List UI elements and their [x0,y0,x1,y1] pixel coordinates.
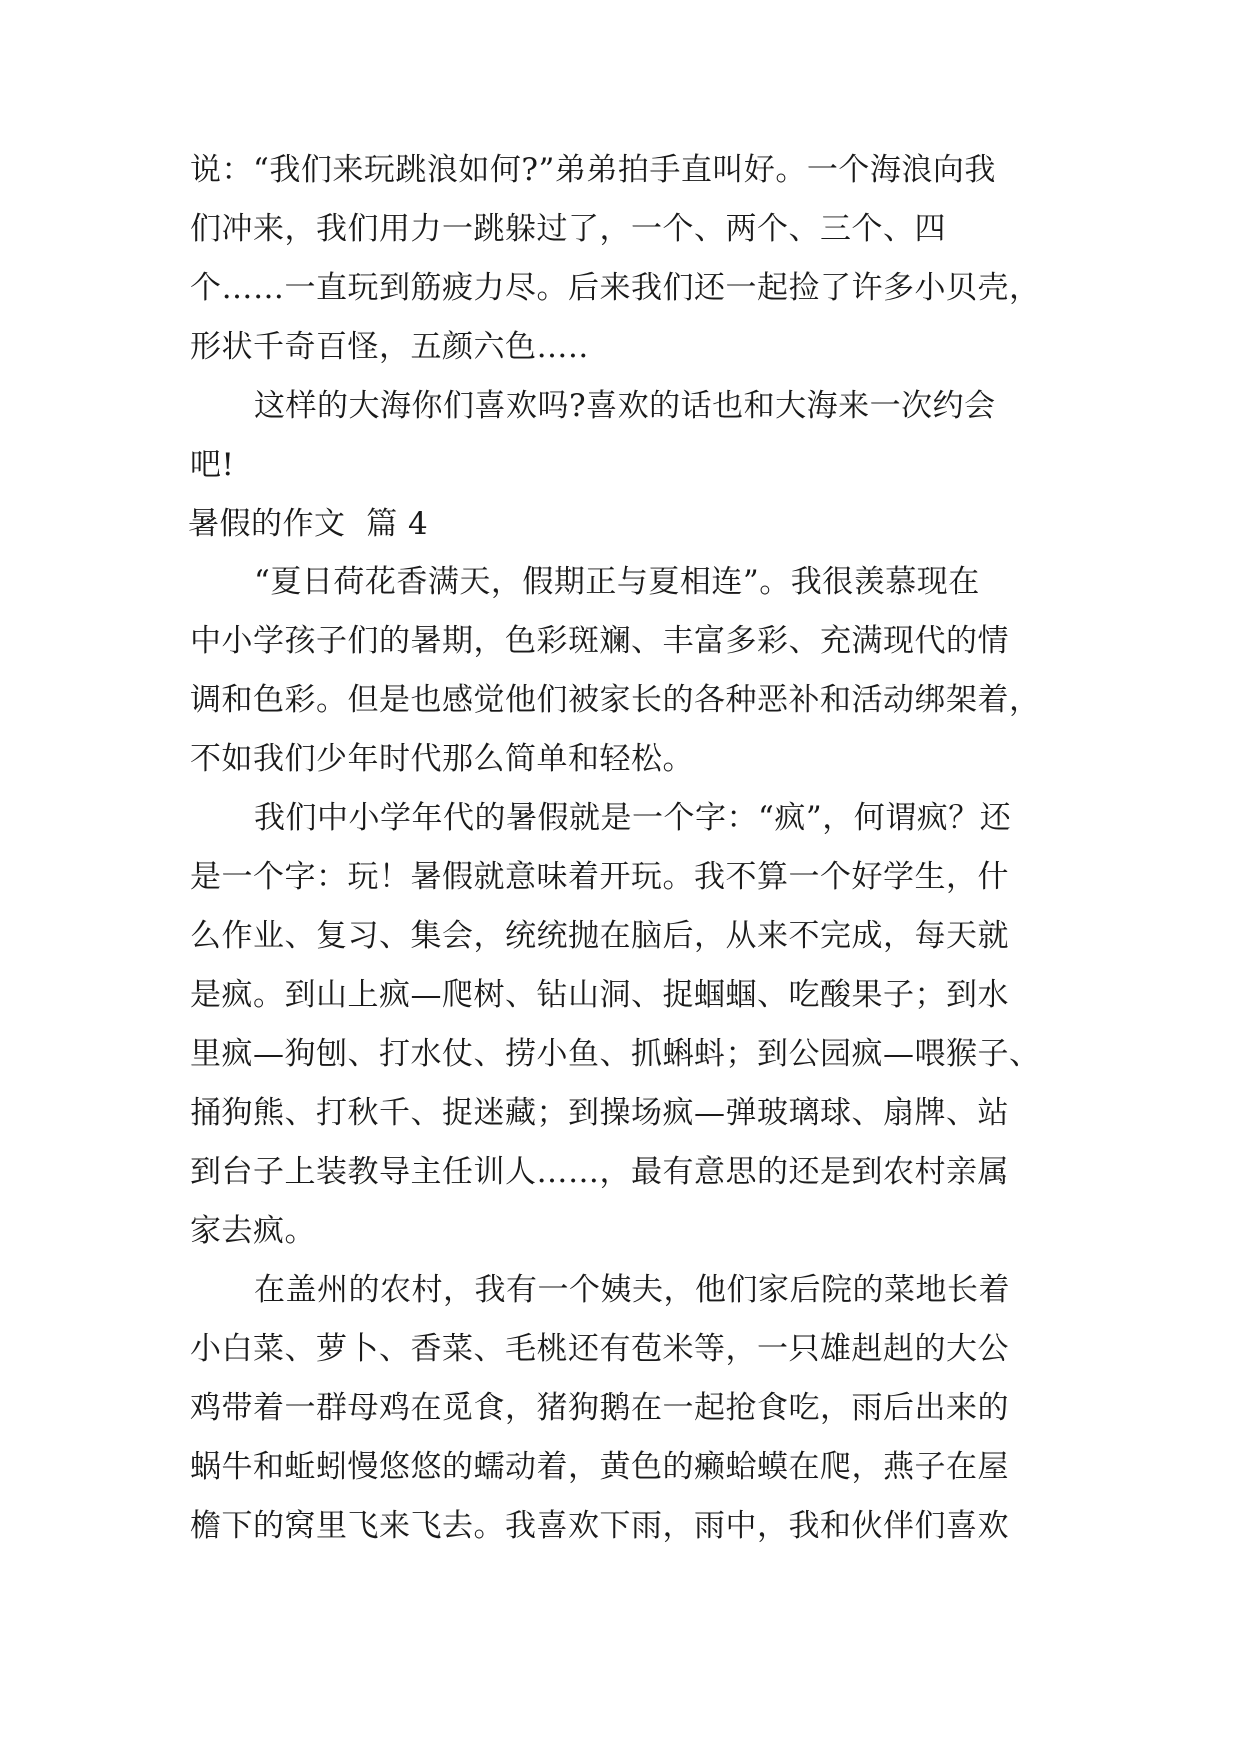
paragraph-line: 个……一直玩到筋疲力尽。后来我们还一起捡了许多小贝壳， [190,270,1041,306]
paragraph-line: 说：“我们来玩跳浪如何?”弟弟拍手直叫好。一个海浪向我 [190,152,996,188]
paragraph-line: 家去疯。 [190,1213,316,1249]
paragraph-line: 我们中小学年代的暑假就是一个字：“疯”，何谓疯？还 [254,800,1012,836]
paragraph-line: “夏日荷花香满天，假期正与夏相连”。我很羡慕现在 [254,564,980,600]
paragraph-line: 中小学孩子们的暑期，色彩斑斓、丰富多彩、充满现代的情 [190,623,1009,659]
paragraph-line: 在盖州的农村，我有一个姨夫，他们家后院的菜地长着 [254,1272,1010,1308]
paragraph-line: 鸡带着一群母鸡在觅食，猪狗鹅在一起抢食吃，雨后出来的 [190,1390,1009,1426]
paragraph-line: 形状千奇百怪，五颜六色….. [190,329,589,365]
paragraph-line: 是疯。到山上疯—爬树、钻山洞、捉蝈蝈、吃酸果子；到水 [190,977,1009,1013]
paragraph-line: 到台子上装教导主任训人……，最有意思的还是到农村亲属 [190,1154,1009,1190]
paragraph-line: 里疯—狗刨、打水仗、捞小鱼、抓蝌蚪；到公园疯—喂猴子、 [190,1036,1041,1072]
paragraph-line: 不如我们少年时代那么简单和轻松。 [190,741,694,777]
paragraph-line: 们冲来，我们用力一跳躲过了，一个、两个、三个、四 [190,211,946,247]
paragraph-line: 捅狗熊、打秋千、捉迷藏；到操场疯—弹玻璃球、扇牌、站 [190,1095,1009,1131]
paragraph-line: 檐下的窝里飞来飞去。我喜欢下雨，雨中，我和伙伴们喜欢 [190,1508,1009,1544]
paragraph-line: 小白菜、萝卜、香菜、毛桃还有苞米等，一只雄赳赳的大公 [190,1331,1009,1367]
section-heading: 暑假的作文 篇 4 [188,506,429,542]
paragraph-line: 这样的大海你们喜欢吗?喜欢的话也和大海来一次约会 [254,388,996,424]
paragraph-line: 是一个字：玩！暑假就意味着开玩。我不算一个好学生，什 [190,859,1009,895]
paragraph-line: 么作业、复习、集会，统统抛在脑后，从来不完成，每天就 [190,918,1009,954]
paragraph-line: 调和色彩。但是也感觉他们被家长的各种恶补和活动绑架着， [190,682,1041,718]
paragraph-line: 蜗牛和蚯蚓慢悠悠的蠕动着，黄色的癞蛤蟆在爬，燕子在屋 [190,1449,1009,1485]
paragraph-line: 吧! [190,447,235,483]
